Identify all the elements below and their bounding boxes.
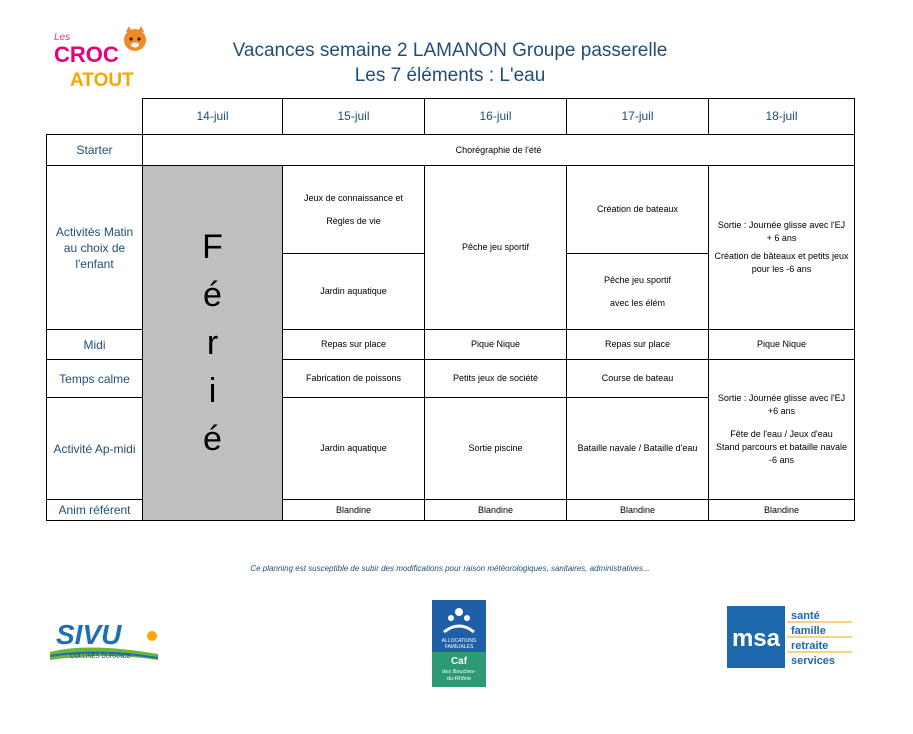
day-header: 16-juil bbox=[425, 99, 567, 135]
svg-text:du-Rhône: du-Rhône bbox=[446, 676, 472, 682]
footnote: Ce planning est susceptible de subir des modifications pour raison météorologiques, sanitaires, administratives... bbox=[250, 564, 650, 573]
svg-text:Caf: Caf bbox=[450, 656, 468, 667]
row-label-matin: Activités Matin au choix de l'enfant bbox=[47, 166, 143, 330]
activity-cell: Sortie piscine bbox=[425, 398, 567, 500]
page-title: Vacances semaine 2 LAMANON Groupe passerelle bbox=[232, 40, 668, 61]
activity-cell: Blandine bbox=[425, 500, 567, 521]
weekly-schedule-table bbox=[46, 98, 855, 521]
holiday-letter: F bbox=[202, 228, 223, 266]
svg-text:FAMILIALES: FAMILIALES bbox=[444, 644, 474, 650]
caf-logo bbox=[432, 600, 486, 687]
day-header: 14-juil bbox=[143, 99, 283, 135]
sivu-logo bbox=[48, 608, 163, 666]
holiday-cell bbox=[143, 166, 283, 521]
activity-cell: Jardin aquatique bbox=[283, 254, 425, 330]
activity-cell: Pique Nique bbox=[709, 330, 855, 360]
activity-cell: Fabrication de poissons bbox=[283, 360, 425, 398]
holiday-letter: r bbox=[206, 324, 219, 362]
activity-cell: Repas sur place bbox=[567, 330, 709, 360]
activity-cell: Jardin aquatique bbox=[283, 398, 425, 500]
row-label-apmidi: Activité Ap-midi bbox=[47, 398, 143, 500]
activity-cell: Petits jeux de société bbox=[425, 360, 567, 398]
croc-atout-logo bbox=[50, 26, 150, 92]
day-header: 17-juil bbox=[567, 99, 709, 135]
activity-cell: Jeux de connaissance et Règles de vie bbox=[283, 166, 425, 254]
svg-text:CROC: CROC bbox=[54, 42, 119, 67]
svg-text:santé: santé bbox=[791, 610, 820, 622]
activity-cell: Sortie : Journée glisse avec l'EJ + 6 ans Création de bâteaux et petits jeux pour les -6 ans bbox=[709, 166, 855, 330]
activity-cell: Bataille navale / Bataille d'eau bbox=[567, 398, 709, 500]
svg-text:famille: famille bbox=[791, 625, 826, 637]
holiday-letter: i bbox=[208, 372, 217, 410]
activity-cell: Sortie : Journée glisse avec l'EJ +6 ans Fête de l'eau / Jeux d'eau Stand parcours et bataille navale -6 ans bbox=[709, 360, 855, 500]
activity-cell: Blandine bbox=[567, 500, 709, 521]
activity-cell: Course de bateau bbox=[567, 360, 709, 398]
activity-cell: Repas sur place bbox=[283, 330, 425, 360]
svg-text:ALLOCATIONS: ALLOCATIONS bbox=[441, 638, 477, 644]
activity-cell: Blandine bbox=[283, 500, 425, 521]
svg-text:des Bouches-: des Bouches- bbox=[442, 669, 476, 675]
msa-logo bbox=[727, 606, 852, 668]
svg-text:Les: Les bbox=[54, 32, 71, 43]
activity-cell: Création de bateaux bbox=[567, 166, 709, 254]
row-label-anim: Anim référent bbox=[47, 500, 143, 521]
activity-cell: Pêche jeu sportif bbox=[425, 166, 567, 330]
page-subtitle: Les 7 éléments : L'eau bbox=[354, 65, 546, 86]
holiday-letter: é bbox=[203, 420, 222, 458]
svg-text:msa: msa bbox=[731, 625, 781, 652]
row-label-starter: Starter bbox=[47, 135, 143, 166]
table-corner bbox=[47, 99, 143, 135]
starter-activity: Chorégraphie de l'été bbox=[143, 135, 855, 166]
svg-text:COLLINES DURANCE: COLLINES DURANCE bbox=[70, 654, 132, 660]
svg-text:ATOUT: ATOUT bbox=[70, 70, 134, 91]
svg-text:retraite: retraite bbox=[791, 640, 829, 652]
day-header: 15-juil bbox=[283, 99, 425, 135]
svg-text:services: services bbox=[791, 655, 836, 667]
row-label-calme: Temps calme bbox=[47, 360, 143, 398]
svg-text:SIVU: SIVU bbox=[56, 619, 122, 650]
activity-cell: Pêche jeu sportif avec les élém bbox=[567, 254, 709, 330]
day-header: 18-juil bbox=[709, 99, 855, 135]
row-label-midi: Midi bbox=[47, 330, 143, 360]
activity-cell: Blandine bbox=[709, 500, 855, 521]
holiday-letter: é bbox=[203, 276, 222, 314]
activity-cell: Pique Nique bbox=[425, 330, 567, 360]
